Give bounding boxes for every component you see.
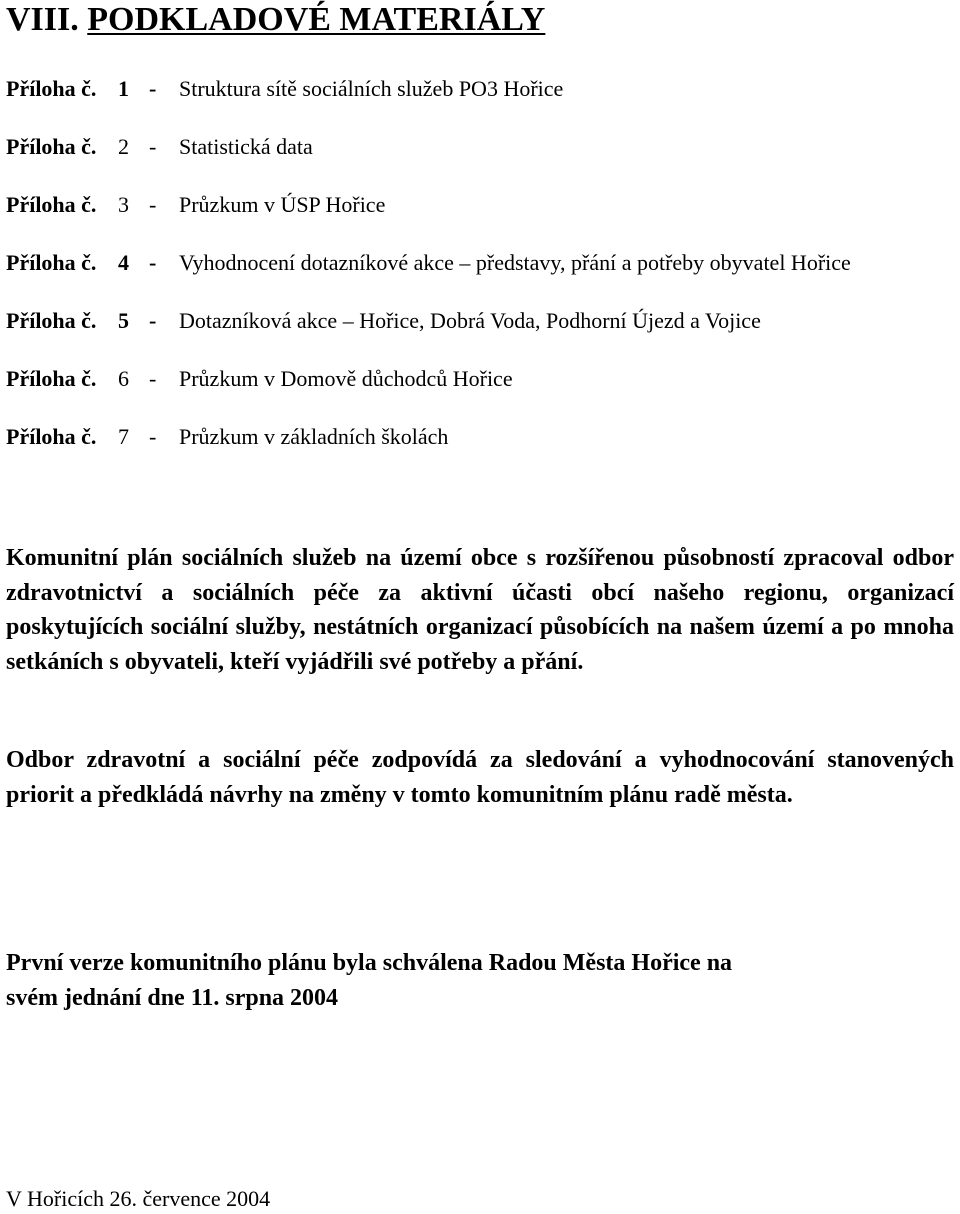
attachment-label: Příloha č. — [6, 424, 97, 449]
attachment-number: 6 — [118, 366, 129, 391]
attachment-number: 3 — [118, 192, 129, 217]
attachment-item — [6, 188, 956, 246]
section-title: PODKLADOVÉ MATERIÁLY — [87, 1, 546, 38]
paragraph-responsibility: Odbor zdravotní a sociální péče zodpovídá za sledování a vyhodnocování stanovených priorit a předkládá návrhy na změny v tomto komunitním plánu radě města. — [6, 747, 954, 808]
attachment-label: Příloha č. — [6, 250, 97, 275]
attachment-dash: - — [149, 366, 157, 391]
approval-line-1: První verze komunitního plánu byla schválena Radou Města Hořice na — [6, 950, 733, 976]
attachment-dash: - — [149, 424, 157, 449]
attachment-number: 7 — [118, 424, 129, 449]
attachment-item — [6, 362, 956, 420]
attachment-title: Dotazníková akce – Hořice, Dobrá Voda, Podhorní Újezd a Vojice — [179, 308, 761, 333]
attachment-label: Příloha č. — [6, 308, 97, 333]
attachment-number: 4 — [118, 250, 129, 275]
attachment-number: 1 — [118, 76, 129, 101]
attachment-label: Příloha č. — [6, 76, 97, 101]
paragraph-approval — [6, 946, 954, 1015]
section-heading — [6, 0, 545, 40]
attachment-label: Příloha č. — [6, 366, 97, 391]
attachment-item — [6, 420, 956, 478]
attachment-title: Vyhodnocení dotazníkové akce – představy, přání a potřeby obyvatel Hořice — [179, 250, 851, 275]
section-number: VIII. — [6, 1, 79, 38]
paragraph-plan-author: Komunitní plán sociálních služeb na území obce s rozšířenou působností zpracoval odbor zdravotnictví a sociálních péče za aktivní účasti obcí našeho regionu, organizací poskytujících sociální služby, nestátních organizací působících na našem území a po mnoha setkáních s obyvateli, kteří vyjádřili své potřeby a přání. — [6, 545, 954, 675]
attachment-label: Příloha č. — [6, 134, 97, 159]
attachment-dash: - — [149, 250, 157, 275]
approval-line-2: svém jednání dne 11. srpna 2004 — [6, 984, 339, 1011]
attachment-number: 2 — [118, 134, 129, 159]
attachment-title: Statistická data — [179, 134, 313, 159]
attachment-dash: - — [149, 76, 157, 101]
attachment-label: Příloha č. — [6, 192, 97, 217]
attachment-list — [6, 72, 956, 478]
attachment-dash: - — [149, 192, 157, 217]
attachment-item — [6, 72, 956, 130]
place-and-date: V Hořicích 26. července 2004 — [6, 1186, 271, 1211]
attachment-dash: - — [149, 308, 157, 333]
attachment-item — [6, 130, 956, 188]
attachment-title: Průzkum v Domově důchodců Hořice — [179, 366, 513, 391]
attachment-item — [6, 304, 956, 362]
attachment-title: Průzkum v ÚSP Hořice — [179, 192, 386, 217]
attachment-item — [6, 246, 956, 304]
attachment-dash: - — [149, 134, 157, 159]
attachment-title: Průzkum v základních školách — [179, 424, 449, 449]
attachment-title: Struktura sítě sociálních služeb PO3 Hořice — [179, 76, 564, 101]
attachment-number: 5 — [118, 308, 129, 333]
